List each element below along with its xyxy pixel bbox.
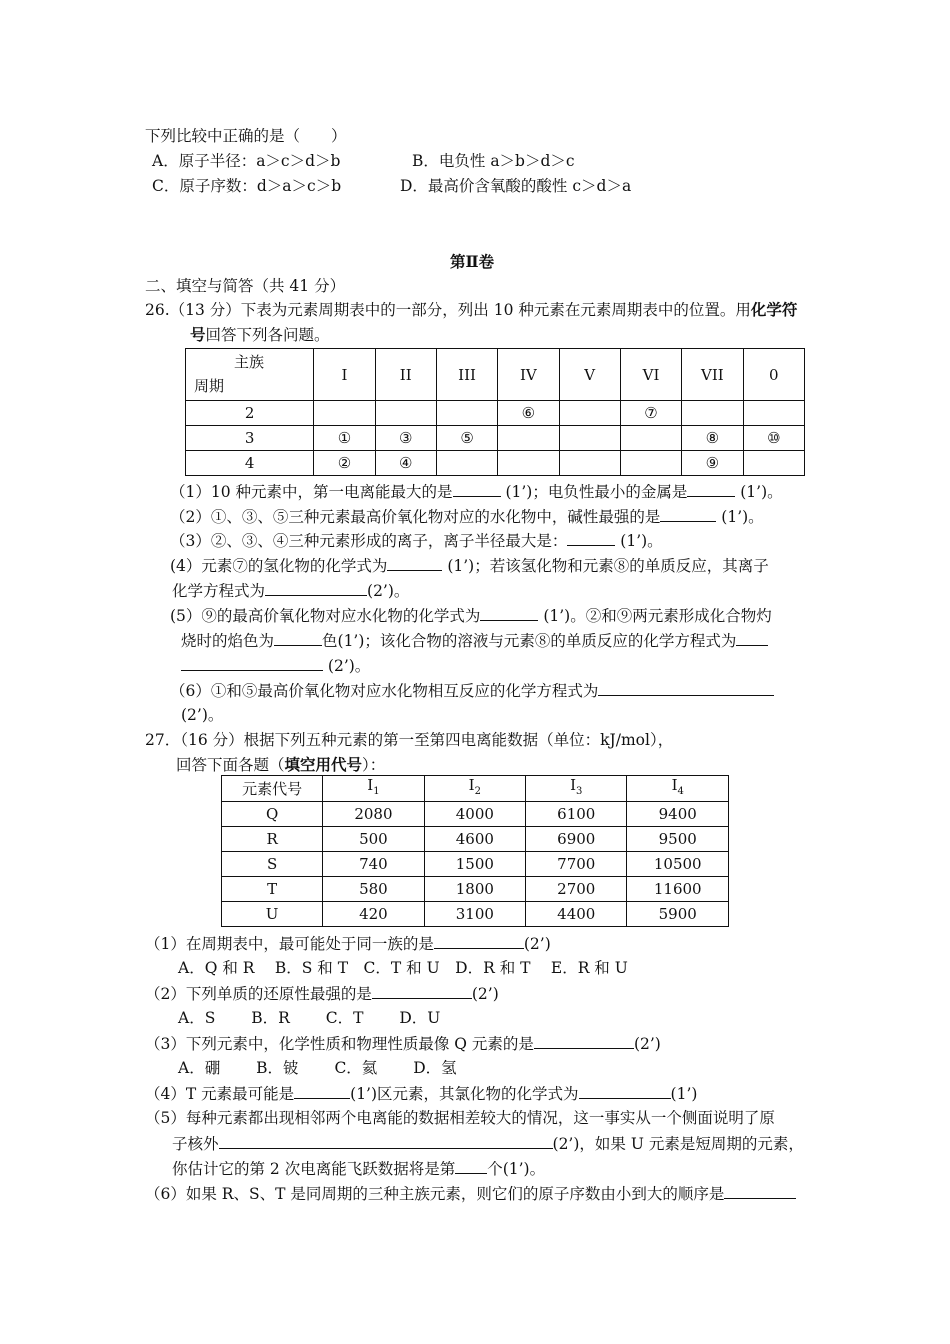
answer-blank[interactable] [687, 481, 735, 497]
answer-blank[interactable] [453, 481, 501, 497]
column-header: $I_1$ [323, 776, 424, 802]
q26-part2: （2）①、③、⑤三种元素最高价氧化物对应的水化物中，碱性最强的是 (1’)。 [170, 508, 764, 526]
table-cell: 10500 [627, 852, 729, 877]
group-header: VII [682, 349, 743, 401]
element-code: Q [222, 802, 323, 827]
q27-part2: （2）下列单质的还原性最强的是 (2’) [145, 985, 499, 1003]
table-row [222, 827, 729, 852]
column-header: 元素代号 [222, 776, 323, 802]
table-cell: ⑧ [682, 426, 743, 451]
answer-blank[interactable] [387, 555, 442, 571]
table-cell: ② [314, 451, 375, 476]
q26-part5-cont2: (2’)。 [181, 655, 370, 676]
q27-part5-cont: 子核外 (2’)，如果 U 元素是短周期的元素， [172, 1135, 804, 1153]
table-cell: 4600 [424, 827, 525, 852]
group-header: IV [498, 349, 559, 401]
table-cell: 3100 [424, 902, 525, 927]
periodic-table-fragment [185, 348, 805, 476]
table-corner-cell: 主族 周期 [186, 349, 314, 401]
answer-blank[interactable] [265, 580, 367, 596]
table-cell [682, 401, 743, 426]
element-code: U [222, 902, 323, 927]
q26-part4: (4）元素⑦的氢化物的化学式为 (1’)；若该氢化物和元素⑧的单质反应，其离子 [170, 557, 769, 575]
answer-blank[interactable] [724, 1183, 796, 1199]
q27-part2-options: A．S B．R C．T D．U [178, 1009, 441, 1027]
q27-part1: （1）在周期表中，最可能处于同一族的是 (2’) [145, 935, 551, 953]
period-label: 4 [186, 451, 314, 476]
q25-option-d: D．最高价含氧酸的酸性 c＞d＞a [400, 177, 632, 195]
table-cell: 580 [323, 877, 424, 902]
answer-blank[interactable] [434, 933, 524, 949]
table-cell: 5900 [627, 902, 729, 927]
table-cell: ④ [375, 451, 436, 476]
q26-part1: （1）10 种元素中，第一电离能最大的是 (1’)；电负性最小的金属是 (1’)。 [170, 483, 783, 501]
table-cell [559, 451, 620, 476]
table-cell: 7700 [526, 852, 627, 877]
table-cell: 420 [323, 902, 424, 927]
table-cell: 9500 [627, 827, 729, 852]
answer-blank[interactable] [181, 655, 323, 671]
answer-blank[interactable] [660, 506, 716, 522]
table-cell: ⑨ [682, 451, 743, 476]
period-label: 2 [186, 401, 314, 426]
q27-stem-line1: 27．（16 分）根据下列五种元素的第一至第四电离能数据（单位：kJ/mol）， [145, 731, 674, 749]
answer-blank[interactable] [534, 1033, 634, 1049]
table-cell [436, 451, 497, 476]
answer-blank[interactable] [598, 680, 774, 696]
table-row [222, 902, 729, 927]
table-cell: 6900 [526, 827, 627, 852]
section-title: 第Ⅱ卷 [450, 252, 495, 271]
table-cell: ⑦ [620, 401, 681, 426]
answer-blank[interactable] [480, 605, 538, 621]
ionization-energy-table [221, 775, 729, 927]
answer-blank[interactable] [736, 630, 768, 646]
q26-stem-line1: 26.（13 分）下表为元素周期表中的一部分，列出 10 种元素在元素周期表中的位置。用化学符 [145, 300, 798, 319]
answer-blank[interactable] [567, 530, 615, 546]
table-cell: ⑥ [498, 401, 559, 426]
column-header: $I_4$ [627, 776, 729, 802]
answer-blank[interactable] [455, 1158, 487, 1174]
table-cell: 6100 [526, 802, 627, 827]
answer-blank[interactable] [219, 1133, 553, 1149]
q27-stem-line2: 回答下面各题（填空用代号）： [176, 755, 386, 774]
table-cell: ① [314, 426, 375, 451]
group-header: 0 [743, 349, 804, 401]
table-cell [498, 426, 559, 451]
q26-part3: （3）②、③、④三种元素形成的离子，离子半径最大是： (1’)。 [170, 532, 663, 550]
table-cell [498, 451, 559, 476]
table-row [222, 877, 729, 902]
table-cell: 11600 [627, 877, 729, 902]
table-cell: 9400 [627, 802, 729, 827]
element-code: R [222, 827, 323, 852]
table-cell: 4400 [526, 902, 627, 927]
q27-part5-cont2: 你估计它的第 2 次电离能飞跃数据将是第 个(1’)。 [172, 1160, 546, 1178]
q26-stem-line2: 号回答下列各问题。 [190, 325, 330, 344]
q27-part6: （6）如果 R、S、T 是同周期的三种主族元素，则它们的原子序数由小到大的顺序是 [145, 1183, 796, 1204]
table-cell: 1500 [424, 852, 525, 877]
table-cell [559, 401, 620, 426]
table-cell [314, 401, 375, 426]
table-row [222, 852, 729, 877]
table-cell [620, 426, 681, 451]
answer-blank[interactable] [274, 630, 322, 646]
table-header-row [222, 776, 729, 802]
column-header: $I_2$ [424, 776, 525, 802]
table-cell: 1800 [424, 877, 525, 902]
table-cell: ③ [375, 426, 436, 451]
q27-part3-options: A．硼 B．铍 C．氦 D．氢 [178, 1059, 457, 1077]
table-cell [620, 451, 681, 476]
q25-option-c: C．原子序数：d＞a＞c＞b [152, 177, 342, 195]
q27-part3: （3）下列元素中，化学性质和物理性质最像 Q 元素的是 (2’) [145, 1035, 661, 1053]
table-cell [375, 401, 436, 426]
table-cell [743, 401, 804, 426]
q27-part5: （5）每种元素都出现相邻两个电离能的数据相差较大的情况，这一事实从一个侧面说明了原 [145, 1109, 775, 1127]
table-cell [559, 426, 620, 451]
column-header: $I_3$ [526, 776, 627, 802]
table-cell: ⑩ [743, 426, 804, 451]
group-header: I [314, 349, 375, 401]
table-row [186, 426, 805, 451]
table-header-row [186, 349, 805, 401]
table-cell: 2700 [526, 877, 627, 902]
answer-blank[interactable] [372, 983, 472, 999]
element-code: S [222, 852, 323, 877]
answer-blank[interactable] [579, 1083, 671, 1099]
table-cell: 740 [323, 852, 424, 877]
table-cell: 2080 [323, 802, 424, 827]
q25-stem: 下列比较中正确的是（ ） [145, 127, 347, 145]
table-row [186, 401, 805, 426]
section-subtitle: 二、填空与简答（共 41 分） [145, 277, 346, 295]
answer-blank[interactable] [294, 1083, 350, 1099]
q25-option-a: A．原子半径：a＞c＞d＞b [152, 152, 341, 170]
q26-part6: （6）①和⑤最高价氧化物对应水化物相互反应的化学方程式为 [170, 680, 774, 701]
table-row [186, 451, 805, 476]
q26-part5: (5）⑨的最高价氧化物对应水化物的化学式为 (1’)。②和⑨两元素形成化合物灼 [170, 607, 772, 625]
q27-part4: （4）T 元素最可能是 (1’)区元素，其氯化物的化学式为 (1’) [145, 1085, 698, 1103]
table-row [222, 802, 729, 827]
q26-part6-pts: (2’)。 [181, 706, 224, 724]
table-cell: 4000 [424, 802, 525, 827]
element-code: T [222, 877, 323, 902]
table-cell: 500 [323, 827, 424, 852]
q25-option-b: B．电负性 a＞b＞d＞c [412, 152, 575, 170]
q26-part5-cont: 烧时的焰色为 色(1’)；该化合物的溶液与元素⑧的单质反应的化学方程式为 [181, 630, 768, 651]
q27-part1-options: A．Q 和 R B．S 和 T C．T 和 U D．R 和 T E．R 和 U [178, 959, 628, 977]
group-header: II [375, 349, 436, 401]
table-cell [743, 451, 804, 476]
table-cell [436, 401, 497, 426]
group-header: VI [620, 349, 681, 401]
period-label: 3 [186, 426, 314, 451]
q26-part4-cont: 化学方程式为 (2’)。 [172, 582, 410, 600]
group-header: V [559, 349, 620, 401]
table-cell: ⑤ [436, 426, 497, 451]
group-header: III [436, 349, 497, 401]
